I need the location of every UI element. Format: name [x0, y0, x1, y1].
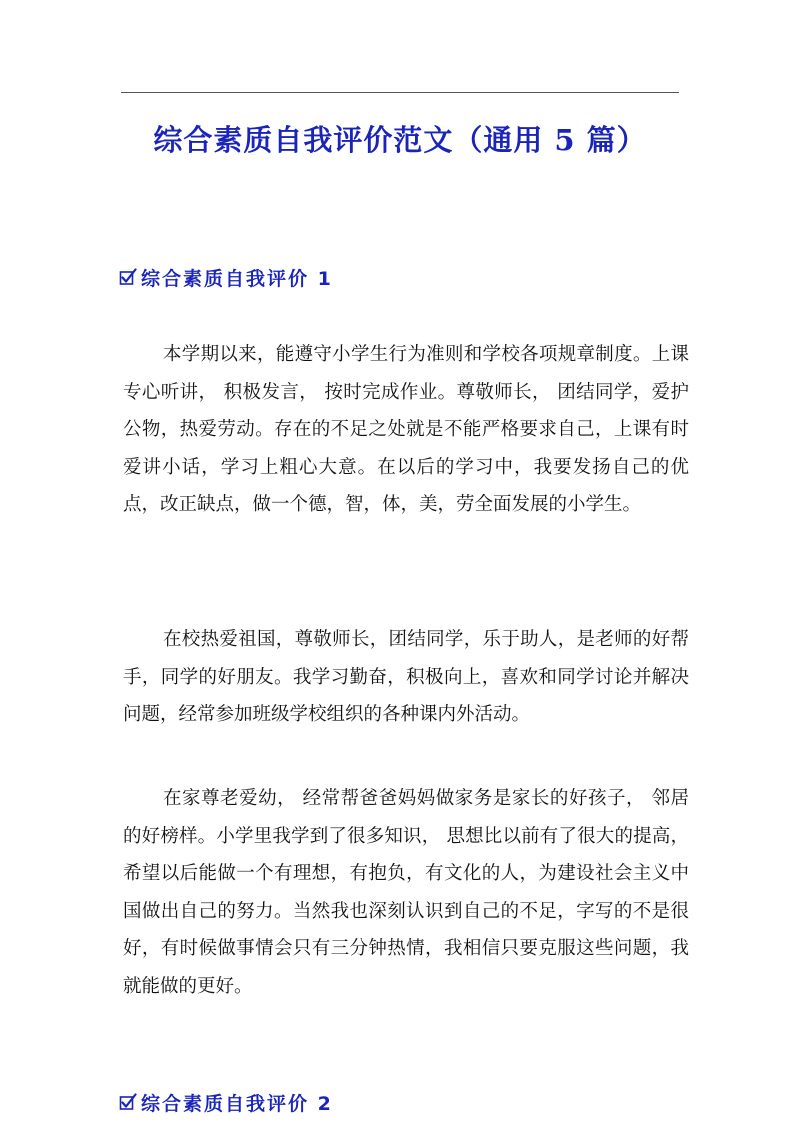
header-rule	[121, 92, 679, 93]
checkbox-check-icon	[119, 1093, 137, 1111]
section-title: 综合素质自我评价 1	[141, 267, 333, 290]
section-heading-2	[119, 1088, 333, 1116]
paragraph-3: 在家尊老爱幼， 经常帮爸爸妈妈做家务是家长的好孩子， 邻居的好榜样。小学里我学到了很多知识， 思想比以前有了很大的提高，希望以后能做一个有理想，有抱负，有文化的人，为建设社会主义中国做出自己的努力。当然我也深刻认识到自己的不足，字写的不是很好，有时候做事情会只有三分钟热情，我相信只要克服这些问题，我就能做的更好。	[123, 788, 689, 997]
document-title: 综合素质自我评价范文（通用 5 篇）	[153, 123, 647, 157]
paragraph-1: 本学期以来，能遵守小学生行为准则和学校各项规章制度。上课专心听讲， 积极发言， 按时完成作业。尊敬师长， 团结同学，爱护公物，热爱劳动。存在的不足之处就是不能严格要求自己，上课有时爱讲小话，学习上粗心大意。在以后的学习中，我要发扬自己的优点，改正缺点，做一个德，智，体，美，劳全面发展的小学生。	[123, 344, 689, 515]
section-heading-1	[119, 263, 333, 291]
section-title: 综合素质自我评价 2	[141, 1092, 333, 1115]
paragraph-2: 在校热爱祖国，尊敬师长，团结同学，乐于助人，是老师的好帮手，同学的好朋友。我学习勤奋，积极向上，喜欢和同学讨论并解决问题，经常参加班级学校组织的各种课内外活动。	[123, 629, 689, 725]
checkbox-check-icon	[119, 268, 137, 286]
